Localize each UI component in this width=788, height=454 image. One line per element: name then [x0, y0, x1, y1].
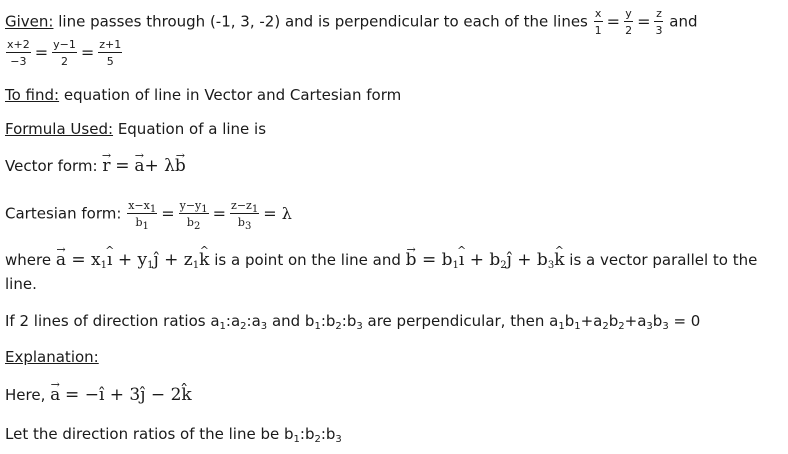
formula-label: Formula Used:	[5, 120, 114, 138]
to-find-text: equation of line in Vector and Cartesian form	[63, 86, 402, 104]
explanation-label: Explanation:	[5, 348, 99, 366]
eq2-frac-z: $\frac{z+1}{5}$	[99, 38, 122, 68]
given-label: Given:	[5, 12, 54, 31]
to-find-label: To find:	[5, 86, 60, 104]
eq1-frac-y: $\frac{y}{2}$	[625, 7, 633, 37]
here-expr: = −î + 3ĵ − 2k̂	[65, 385, 192, 405]
here-a: → a	[50, 385, 60, 405]
where-b: → b	[406, 250, 417, 270]
cartesian-form-label: Cartesian form:	[5, 204, 122, 223]
vector-form-line	[5, 156, 186, 176]
cartesian-lambda: = λ	[263, 204, 292, 223]
where-suffix: is a vector parallel to the	[569, 251, 758, 269]
explanation-line	[5, 347, 99, 367]
where-a: → a	[56, 250, 66, 270]
where-mid: is a point on the line and	[214, 251, 401, 269]
here-label: Here,	[5, 386, 46, 404]
direction-text: Let the direction ratios of the line be b	[5, 425, 294, 443]
vector-r: → r	[102, 156, 110, 176]
eq1-frac-x: $\frac{x}{1}$	[594, 7, 602, 37]
direction-line: Let the direction ratios of the line be $b_1:b_2:b_3$	[5, 425, 342, 445]
perp-text-c: are perpendicular, then a	[367, 312, 559, 330]
cartesian-form-line: Cartesian form: $\frac{x-x_1}{b_1}$ = $\frac{y-y_1}{b_2}$ = $\frac{z-z_1}{b_3}$ = λ	[5, 199, 292, 232]
where-cont: line.	[5, 275, 37, 293]
where-cont-line	[5, 274, 37, 294]
vector-plus-lambda: + λ	[144, 156, 175, 176]
vector-eq: =	[115, 156, 130, 176]
where-b-expr: = $b_1\^{}$ ı + $b_2ȷ̂$ + $b_3\^{}$ k	[417, 250, 565, 270]
and-text: and	[669, 12, 698, 31]
perp-text-a: If 2 lines of direction ratios a	[5, 312, 220, 330]
eq2-frac-y: $\frac{y-1}{2}$	[53, 38, 76, 68]
formula-line	[5, 119, 266, 139]
cartesian-frac-z: $\frac{z-z_1}{b_3}$	[231, 199, 259, 232]
cartesian-frac-x: $\frac{x-x_1}{b_1}$	[128, 199, 157, 232]
here-line	[5, 385, 192, 405]
perp-text-b: and b	[271, 312, 315, 330]
to-find-line	[5, 85, 401, 105]
eq1-frac-z: $\frac{z}{3}$	[655, 7, 663, 37]
given-line-2: $\frac{x+2}{-3}$ = $\frac{y-1}{2}$ = $\frac{z+1}{5}$	[7, 38, 122, 68]
perp-rule-line: If 2 lines of direction ratios $a_1:a_2:a_3$ and $b_1:b_2:b_3$ are perpendicular, then $a_1b_1+a_2b_2+a_3b_3 = 0$	[5, 312, 701, 332]
given-text: line passes through (-1, 3, -2) and is perpendicular to each of the lines	[58, 12, 588, 31]
perp-text-d: = 0	[673, 312, 701, 330]
where-prefix: where	[5, 251, 52, 269]
vector-form-label: Vector form:	[5, 157, 98, 175]
where-a-expr: = $x_1\^{}$ ı + $y_1ȷ̂$ + $z_1\^{}$ k	[66, 250, 209, 270]
cartesian-frac-y: $\frac{y-y_1}{b_2}$	[179, 199, 208, 232]
where-line	[5, 250, 757, 270]
given-line: Given: line passes through (-1, 3, -2) and is perpendicular to each of the lines $\frac{x}{1}$ = $\frac{y}{2}$ = $\frac{z}{3}$ and	[5, 7, 698, 37]
eq2-frac-x: $\frac{x+2}{-3}$	[7, 38, 30, 68]
formula-text: Equation of a line is	[117, 120, 267, 138]
vector-b: → b	[175, 156, 186, 176]
vector-a: → a	[134, 156, 144, 176]
